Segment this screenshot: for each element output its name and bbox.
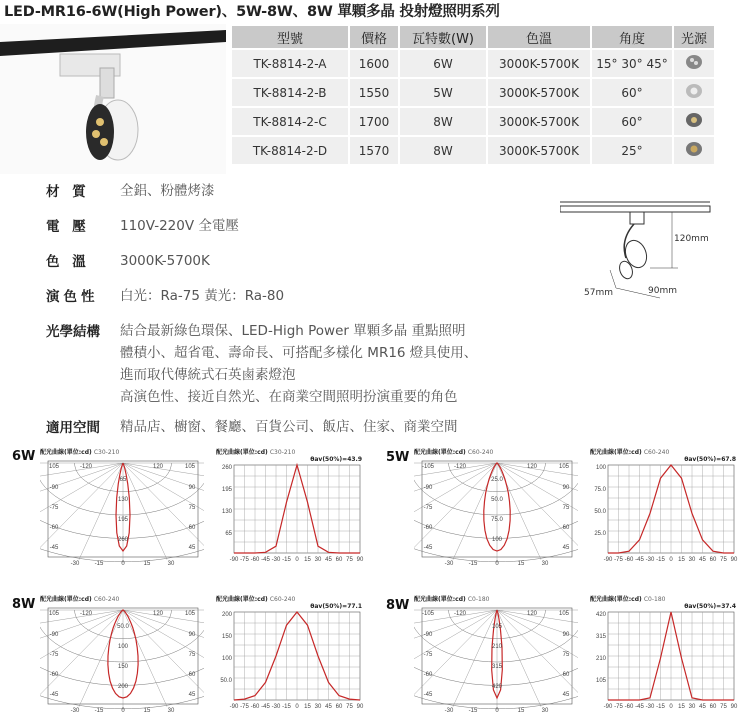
led-bulb-icon — [674, 108, 714, 135]
ring-label: 420 — [491, 684, 503, 690]
product-photo — [0, 24, 226, 174]
table-row — [232, 79, 714, 106]
chart-code: C60-240 — [467, 449, 494, 456]
x-tick-label: -90 — [603, 704, 613, 710]
x-tick-label: 30 — [314, 704, 322, 710]
line-plot — [590, 447, 740, 569]
cell-model: TK-8814-2-D — [232, 137, 348, 164]
chart-title: 配光曲線(單位:cd) C60-240 — [40, 596, 120, 603]
cell-price: 1570 — [350, 137, 398, 164]
tick-label: -90 — [423, 632, 433, 638]
x-tick-label: 45 — [325, 704, 332, 710]
x-tick-label: -90 — [229, 704, 239, 710]
tick-label: -120 — [79, 611, 93, 617]
watt-label: 6W — [12, 449, 36, 464]
x-tick-label: 30 — [688, 704, 696, 710]
chart-code: C60-240 — [643, 449, 670, 456]
cell-cct: 3000K-5700K — [488, 108, 590, 135]
cell-price: 1600 — [350, 50, 398, 77]
polar-plot — [40, 455, 204, 575]
cell-price: 1700 — [350, 108, 398, 135]
beam-angle-label: θav(50%)=77.1 — [310, 603, 362, 610]
tick-label: 105 — [558, 611, 570, 617]
led-bulb-icon — [674, 137, 714, 164]
ring-label: 200 — [117, 684, 129, 690]
x-tick-label: 60 — [709, 557, 717, 563]
tick-label: 105 — [184, 611, 196, 617]
x-tick-label: 30 — [314, 557, 322, 563]
polar-plot — [40, 602, 204, 715]
y-tick-label: 75.0 — [594, 487, 606, 493]
tick-label: -105 — [421, 464, 435, 470]
tick-label: 120 — [152, 611, 164, 617]
tick-label: -75 — [49, 652, 59, 658]
x-tick-label: -15 — [282, 704, 291, 710]
ring-label: 50.0 — [491, 497, 503, 503]
chart-code: C60-240 — [269, 596, 296, 603]
tick-label: 0 — [121, 708, 125, 714]
cell-cct: 3000K-5700K — [488, 137, 590, 164]
line-plot — [216, 447, 366, 569]
y-tick-label: 25.0 — [594, 531, 606, 537]
ring-label: 210 — [491, 644, 503, 650]
line-plot — [590, 594, 740, 715]
tick-label: -90 — [49, 485, 59, 491]
polar-plot — [414, 455, 578, 575]
tick-label: 15 — [517, 561, 525, 567]
ring-label: 50.0 — [117, 624, 129, 630]
tick-label: 90 — [562, 485, 570, 491]
x-tick-label: 30 — [688, 557, 696, 563]
x-tick-label: -30 — [271, 704, 281, 710]
x-tick-label: 75 — [346, 557, 353, 563]
tick-label: -60 — [49, 525, 59, 531]
x-tick-label: -15 — [282, 557, 291, 563]
tick-label: 90 — [188, 632, 196, 638]
tick-label: -75 — [423, 505, 433, 511]
tick-label: -15 — [468, 708, 478, 714]
x-tick-label: -60 — [250, 557, 260, 563]
x-tick-label: 15 — [678, 557, 685, 563]
spec-properties — [46, 180, 477, 451]
header-price: 價格 — [350, 26, 398, 48]
dim-height: 120mm — [674, 234, 709, 244]
table-row — [232, 50, 714, 77]
chart-code: C0-180 — [467, 596, 490, 603]
tick-label: 90 — [188, 485, 196, 491]
dim-width2: 90mm — [648, 286, 677, 296]
x-tick-label: -75 — [240, 704, 249, 710]
header-source: 光源 — [674, 26, 714, 48]
x-tick-label: 60 — [709, 704, 717, 710]
x-tick-label: 90 — [730, 704, 738, 710]
tick-label: 60 — [188, 525, 196, 531]
tick-label: 30 — [167, 561, 175, 567]
tick-label: -120 — [453, 464, 467, 470]
header-watt: 瓦特數(W) — [400, 26, 486, 48]
tick-label: 120 — [526, 611, 538, 617]
x-tick-label: -90 — [229, 557, 239, 563]
x-tick-label: 0 — [295, 557, 299, 563]
tick-label: -45 — [423, 545, 433, 551]
tick-label: 45 — [188, 692, 196, 698]
tick-label: 45 — [562, 692, 570, 698]
polar-chart — [414, 447, 578, 567]
tick-label: 30 — [167, 708, 175, 714]
prop-cri: 演色性 白光：Ra-75 黃光：Ra-80 — [46, 288, 285, 305]
x-tick-label: -30 — [271, 557, 281, 563]
tick-label: 105 — [558, 464, 570, 470]
x-tick-label: -75 — [614, 704, 623, 710]
ring-label: 150 — [117, 664, 129, 670]
prop-voltage: 電 壓 110V-220V 全電壓 — [46, 218, 239, 235]
x-tick-label: 0 — [669, 704, 673, 710]
tick-label: 105 — [48, 611, 60, 617]
x-tick-label: -60 — [250, 704, 260, 710]
x-tick-label: 45 — [325, 557, 332, 563]
cell-watt: 8W — [400, 108, 486, 135]
chart-title: 配光曲線(單位:cd) C30-210 — [40, 449, 120, 456]
y-tick-label: 195 — [221, 487, 232, 493]
line-plot — [216, 594, 366, 715]
line-chart — [590, 447, 740, 569]
dim-width1: 57mm — [584, 288, 613, 298]
cell-model: TK-8814-2-A — [232, 50, 348, 77]
spec-table — [230, 24, 716, 166]
ring-label: 105 — [491, 624, 503, 630]
cell-angle: 60° — [592, 79, 672, 106]
polar-chart — [414, 594, 578, 714]
x-tick-label: 90 — [356, 557, 364, 563]
chart-code: C0-180 — [643, 596, 666, 603]
tick-label: -60 — [49, 672, 59, 678]
x-tick-label: -45 — [261, 704, 270, 710]
x-tick-label: 75 — [720, 557, 727, 563]
tick-label: 60 — [188, 672, 196, 678]
x-tick-label: -30 — [645, 704, 655, 710]
cell-cct: 3000K-5700K — [488, 79, 590, 106]
y-tick-label: 100 — [221, 656, 232, 662]
x-tick-label: 45 — [699, 704, 706, 710]
line-chart — [216, 594, 366, 715]
line-chart — [216, 447, 366, 569]
chart-title: 配光曲線(單位:cd) C60-240 — [216, 596, 296, 603]
tick-label: 45 — [562, 545, 570, 551]
tick-label: -60 — [423, 672, 433, 678]
watt-label: 5W — [386, 450, 410, 465]
table-row — [232, 137, 714, 164]
dimension-drawing — [560, 198, 720, 308]
tick-label: -30 — [444, 708, 454, 714]
y-tick-label: 200 — [221, 612, 232, 618]
tick-label: -30 — [70, 708, 80, 714]
x-tick-label: 75 — [720, 704, 727, 710]
tick-label: 75 — [188, 652, 196, 658]
y-tick-label: 260 — [221, 465, 232, 471]
polar-plot — [414, 602, 578, 715]
tick-label: 120 — [526, 464, 538, 470]
tick-label: -30 — [70, 561, 80, 567]
x-tick-label: -90 — [603, 557, 613, 563]
chart-code: C30-210 — [269, 449, 296, 456]
tick-label: -30 — [444, 561, 454, 567]
x-tick-label: 60 — [335, 704, 343, 710]
header-model: 型號 — [232, 26, 348, 48]
ring-label: 195 — [117, 517, 129, 523]
x-tick-label: 45 — [699, 557, 706, 563]
cell-model: TK-8814-2-B — [232, 79, 348, 106]
polar-chart — [40, 447, 204, 567]
y-tick-label: 420 — [595, 612, 606, 618]
cell-angle: 15° 30° 45° — [592, 50, 672, 77]
tick-label: 15 — [143, 708, 151, 714]
tick-label: -15 — [468, 561, 478, 567]
tick-label: 120 — [152, 464, 164, 470]
watt-label: 8W — [12, 597, 36, 612]
prop-space: 適用空間 精品店、櫥窗、餐廳、百貨公司、飯店、住家、商業空間 — [46, 419, 458, 436]
prop-optics: 光學結構 結合最新綠色環保、LED-High Power 單顆多晶 重點照明 體積小、超省電、壽命長、可搭配多樣化 MR16 燈具使用、 進而取代傳統式石英鹵素燈泡 高演色性、接近自然光、在商業空間照明扮演重要的角色 — [46, 323, 478, 405]
tick-label: 60 — [562, 672, 570, 678]
cell-cct: 3000K-5700K — [488, 50, 590, 77]
x-tick-label: -30 — [645, 557, 655, 563]
tick-label: -15 — [94, 561, 104, 567]
page-title: LED-MR16-6W(High Power)、5W-8W、8W 單顆多晶 投射燈照明系列 — [4, 4, 500, 20]
tick-label: 75 — [562, 505, 570, 511]
tick-label: 60 — [562, 525, 570, 531]
tick-label: 45 — [188, 545, 196, 551]
x-tick-label: -75 — [614, 557, 623, 563]
tick-label: -75 — [423, 652, 433, 658]
x-tick-label: 90 — [356, 704, 364, 710]
x-tick-label: -15 — [656, 557, 665, 563]
ring-label: 315 — [491, 664, 503, 670]
y-tick-label: 130 — [221, 509, 232, 515]
cell-price: 1550 — [350, 79, 398, 106]
tick-label: -45 — [423, 692, 433, 698]
tick-label: -90 — [423, 485, 433, 491]
tick-label: -120 — [79, 464, 93, 470]
chart-title: 配光曲線(單位:cd) C0-180 — [590, 596, 666, 603]
x-tick-label: -45 — [635, 557, 644, 563]
y-tick-label: 150 — [221, 634, 232, 640]
polar-chart — [40, 594, 204, 714]
header-cct: 色溫 — [488, 26, 590, 48]
led-bulb-icon — [674, 79, 714, 106]
tick-label: -90 — [49, 632, 59, 638]
chart-code: C30-210 — [93, 449, 120, 456]
chart-title: 配光曲線(單位:cd) C60-240 — [414, 449, 494, 456]
tick-label: -60 — [423, 525, 433, 531]
tick-label: -105 — [421, 611, 435, 617]
ring-label: 260 — [117, 537, 129, 543]
tick-label: 75 — [562, 652, 570, 658]
tick-label: 75 — [188, 505, 196, 511]
ring-label: 25.0 — [491, 477, 503, 483]
cell-watt: 5W — [400, 79, 486, 106]
tick-label: 105 — [184, 464, 196, 470]
x-tick-label: 15 — [304, 557, 311, 563]
prop-material: 材 質 全鋁、粉體烤漆 — [46, 183, 215, 200]
y-tick-label: 105 — [595, 678, 606, 684]
cell-model: TK-8814-2-C — [232, 108, 348, 135]
x-tick-label: -15 — [656, 704, 665, 710]
x-tick-label: -60 — [624, 557, 634, 563]
tick-label: 90 — [562, 632, 570, 638]
x-tick-label: -75 — [240, 557, 249, 563]
y-tick-label: 315 — [595, 634, 606, 640]
tick-label: 105 — [48, 464, 60, 470]
beam-angle-label: θav(50%)=67.8 — [684, 456, 736, 463]
tick-label: 15 — [143, 561, 151, 567]
beam-angle-label: θav(50%)=43.9 — [310, 456, 362, 463]
ring-label: 65 — [119, 477, 127, 483]
cell-angle: 25° — [592, 137, 672, 164]
ring-label: 100 — [117, 644, 129, 650]
chart-title: 配光曲線(單位:cd) C30-210 — [216, 449, 296, 456]
x-tick-label: 75 — [346, 704, 353, 710]
tick-label: 15 — [517, 708, 525, 714]
cell-angle: 60° — [592, 108, 672, 135]
chart-code: C60-240 — [93, 596, 120, 603]
tick-label: -15 — [94, 708, 104, 714]
y-tick-label: 50.0 — [594, 509, 606, 515]
y-tick-label: 100 — [595, 465, 606, 471]
ring-label: 100 — [491, 537, 503, 543]
tick-label: 0 — [495, 708, 499, 714]
beam-angle-label: θav(50%)=37.4 — [684, 603, 736, 610]
prop-cct: 色 溫 3000K-5700K — [46, 253, 210, 270]
x-tick-label: 0 — [669, 557, 673, 563]
watt-label: 8W — [386, 598, 410, 613]
chart-title: 配光曲線(單位:cd) C60-240 — [590, 449, 670, 456]
x-tick-label: 0 — [295, 704, 299, 710]
tick-label: 0 — [495, 561, 499, 567]
y-tick-label: 210 — [595, 656, 606, 662]
y-tick-label: 50.0 — [220, 678, 232, 684]
x-tick-label: 15 — [678, 704, 685, 710]
line-chart — [590, 594, 740, 715]
y-tick-label: 65 — [225, 531, 232, 537]
x-tick-label: -45 — [635, 704, 644, 710]
tick-label: -45 — [49, 692, 59, 698]
tick-label: 0 — [121, 561, 125, 567]
chart-title: 配光曲線(單位:cd) C0-180 — [414, 596, 490, 603]
cell-watt: 6W — [400, 50, 486, 77]
x-tick-label: 15 — [304, 704, 311, 710]
tick-label: -45 — [49, 545, 59, 551]
tick-label: -75 — [49, 505, 59, 511]
ring-label: 75.0 — [491, 517, 503, 523]
tick-label: 30 — [541, 708, 549, 714]
tick-label: 30 — [541, 561, 549, 567]
header-angle: 角度 — [592, 26, 672, 48]
led-bulb-icon — [674, 50, 714, 77]
x-tick-label: 90 — [730, 557, 738, 563]
x-tick-label: -60 — [624, 704, 634, 710]
x-tick-label: 60 — [335, 557, 343, 563]
x-tick-label: -45 — [261, 557, 270, 563]
tick-label: -120 — [453, 611, 467, 617]
cell-watt: 8W — [400, 137, 486, 164]
table-row — [232, 108, 714, 135]
ring-label: 130 — [117, 497, 129, 503]
